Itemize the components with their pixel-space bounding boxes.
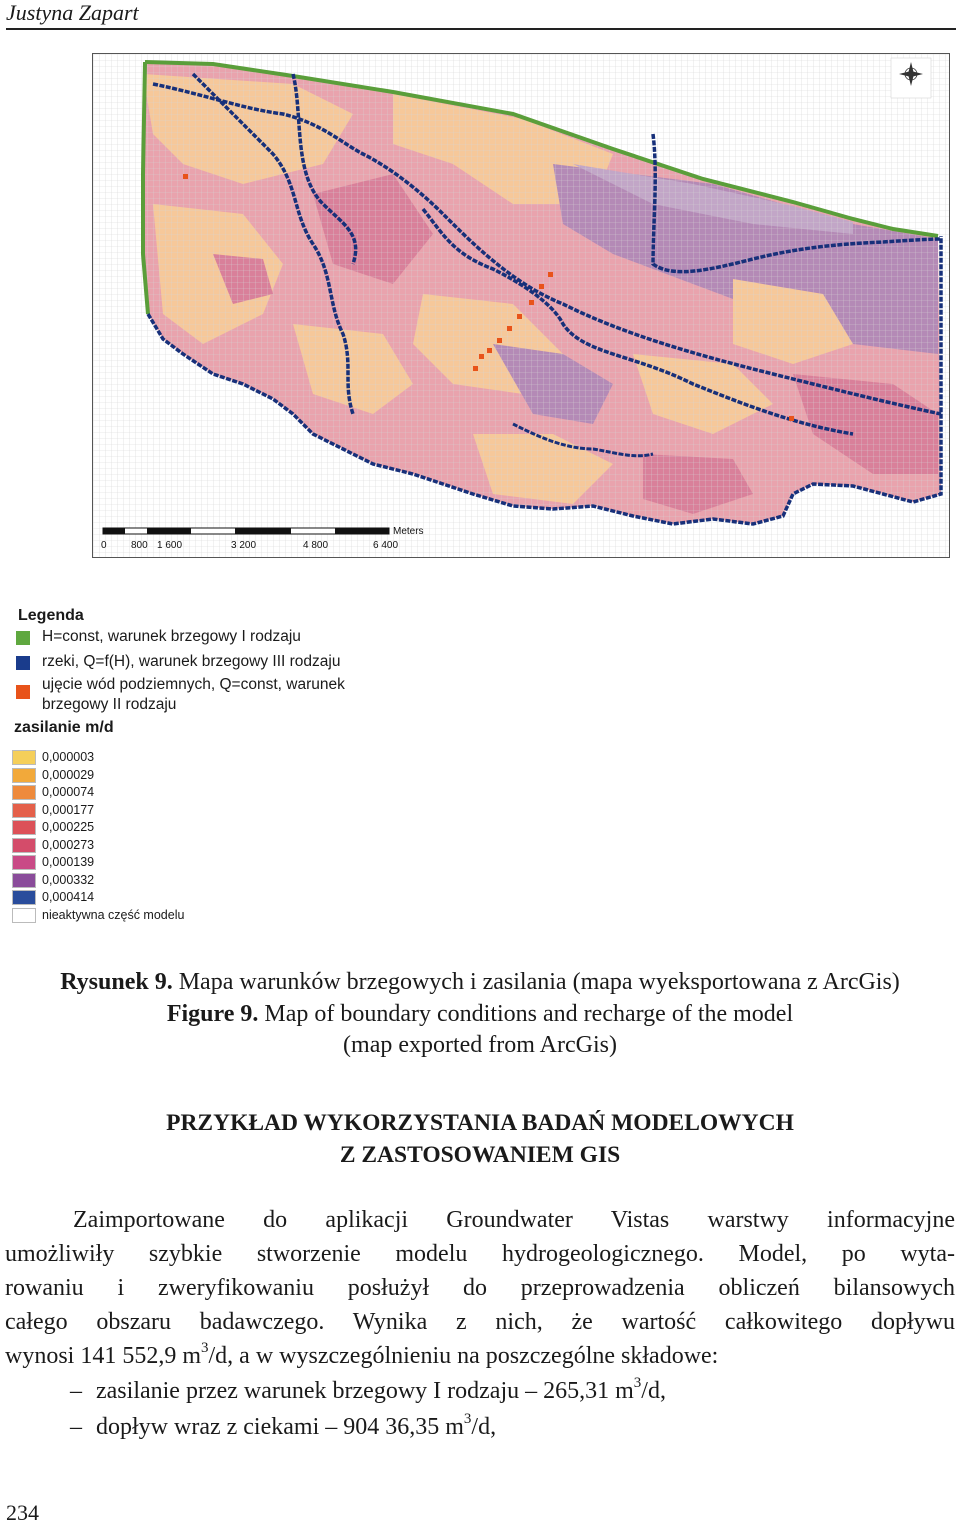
list-dash: – xyxy=(70,1414,82,1440)
map-canvas xyxy=(93,54,949,557)
page-number: 234 xyxy=(6,1500,39,1525)
figure-caption-en-2: (map exported from ArcGis) xyxy=(343,1032,617,1058)
scale-label: 4 800 xyxy=(303,540,329,551)
body-text-segment: /d, a w wyszczególnieniu na poszczególne składowe: xyxy=(208,1343,719,1369)
scale-unit: Meters xyxy=(393,526,424,537)
legend-swatch xyxy=(12,750,36,765)
list-text: /d, xyxy=(641,1378,666,1404)
legend-swatch xyxy=(12,855,36,870)
body-line: umożliwiły szybkie stworzenie modelu hydrogeologicznego. Model, po wyta- xyxy=(5,1241,955,1267)
well xyxy=(479,354,484,359)
legend-label: 0,000074 xyxy=(42,785,95,799)
legend-swatch xyxy=(12,908,36,923)
figure-caption-en xyxy=(0,999,960,1029)
list-text: zasilanie przez warunek brzegowy I rodzaju – 265,31 m xyxy=(96,1378,634,1404)
running-header-author: Justyna Zapart xyxy=(6,0,139,25)
superscript: 3 xyxy=(463,1411,472,1427)
scale-label: 3 200 xyxy=(231,540,257,551)
legend-swatch xyxy=(12,768,36,783)
legend-label: 0,000225 xyxy=(42,820,95,834)
list-item xyxy=(0,1409,496,1445)
legend-swatch xyxy=(16,631,30,645)
legend-swatch xyxy=(12,820,36,835)
superscript: 3 xyxy=(633,1375,642,1391)
well xyxy=(529,300,534,305)
list-dash: – xyxy=(70,1378,82,1404)
body-line: Zaimportowane do aplikacji Groundwater Vistas warstwy informacyjne xyxy=(73,1207,955,1233)
scale-label: 0 xyxy=(101,540,107,551)
legend-label: 0,000332 xyxy=(42,872,95,887)
caption-label-pl: Rysunek 9. xyxy=(60,969,173,995)
legend-label: 0,000273 xyxy=(42,837,95,852)
scale-label: 1 600 xyxy=(157,540,183,551)
legend-label: 0,000029 xyxy=(42,767,95,782)
body-line: rowaniu i zweryfikowaniu posłużył do przeprowadzenia obliczeń bilansowych xyxy=(5,1275,955,1301)
well xyxy=(183,174,188,179)
map-legend xyxy=(12,605,432,935)
compass-rose-icon xyxy=(891,58,931,98)
superscript: 3 xyxy=(201,1340,209,1356)
list-item xyxy=(0,1373,666,1409)
list-text: dopływ wraz z ciekami – 904 36,35 m xyxy=(96,1414,464,1440)
scale-label: 6 400 xyxy=(373,540,399,551)
legend-swatch xyxy=(16,656,30,670)
legend-label: ujęcie wód podziemnych, Q=const, warunek xyxy=(42,676,345,693)
caption-text-pl: Mapa warunków brzegowych i zasilania (mapa wyeksportowana z ArcGis) xyxy=(178,969,900,995)
legend-label: rzeki, Q=f(H), warunek brzegowy III rodzaju xyxy=(42,653,341,670)
section-heading-2: Z ZASTOSOWANIEM GIS xyxy=(339,1142,621,1168)
legend-swatch xyxy=(12,838,36,853)
list-text: /d, xyxy=(471,1414,497,1440)
legend-swatch xyxy=(12,890,36,905)
scale-label: 800 xyxy=(131,540,148,551)
well xyxy=(507,326,512,331)
legend-label: 0,000177 xyxy=(42,802,95,817)
body-text-segment: wynosi 141 552,9 m xyxy=(5,1343,202,1369)
section-heading-1: PRZYKŁAD WYKORZYSTANIA BADAŃ MODELOWYCH xyxy=(166,1110,794,1136)
figure-caption-pl xyxy=(0,967,960,997)
well xyxy=(473,366,478,371)
header-rule xyxy=(6,28,956,30)
legend-recharge-title: zasilanie m/d xyxy=(14,719,114,736)
legend-swatch xyxy=(12,873,36,888)
well xyxy=(517,314,522,319)
body-paragraph xyxy=(5,1203,955,1373)
legend-swatch xyxy=(12,803,36,818)
legend-label: brzegowy II rodzaju xyxy=(42,696,177,713)
body-line: całego obszaru badawczego. Wynika z nich, że wartość całkowitego dopływu xyxy=(5,1309,955,1335)
legend-label: H=const, warunek brzegowy I rodzaju xyxy=(42,628,301,645)
legend-label: 0,000003 xyxy=(42,750,95,764)
well xyxy=(548,272,553,277)
caption-label-en: Figure 9. xyxy=(166,1001,259,1027)
well xyxy=(497,338,502,343)
well xyxy=(789,416,794,421)
legend-label: 0,000139 xyxy=(42,855,95,869)
legend-label: 0,000414 xyxy=(42,890,95,904)
well xyxy=(487,348,492,353)
legend-swatch xyxy=(12,785,36,800)
body-line xyxy=(5,1339,955,1373)
legend-label: nieaktywna część modelu xyxy=(42,907,185,922)
well xyxy=(539,284,544,289)
caption-text-en: Map of boundary conditions and recharge of the model xyxy=(264,1001,794,1027)
map-figure xyxy=(92,53,950,558)
legend-title: Legenda xyxy=(18,607,84,624)
legend-swatch xyxy=(16,685,30,699)
